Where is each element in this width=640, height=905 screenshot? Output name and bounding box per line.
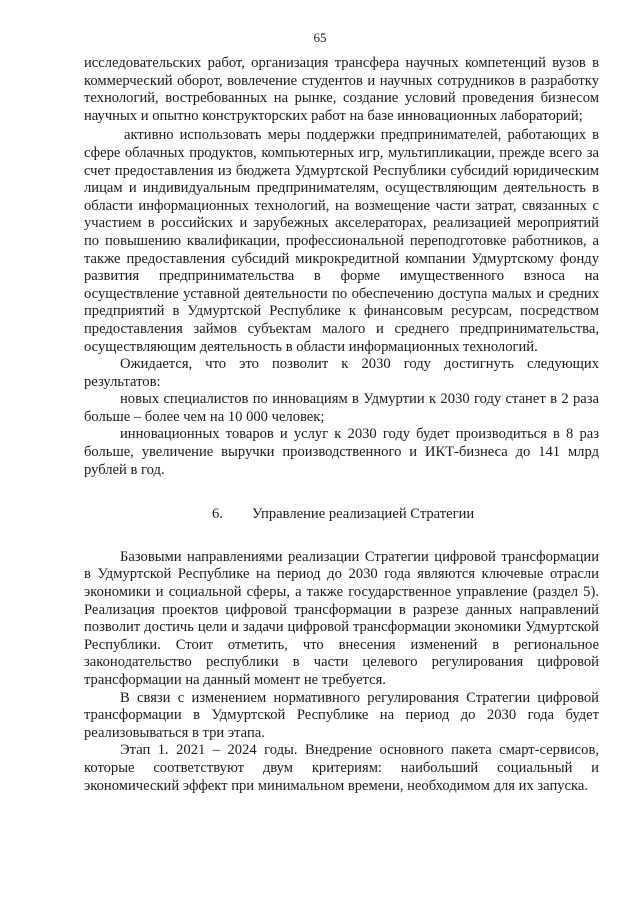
paragraph-stage-one: Этап 1. 2021 – 2024 годы. Внедрение основного пакета смарт-сервисов, которые соответствуют двум критериям: наибольший социальный и экономический эффект при минимальном времени, необходимом для их запуска. — [84, 742, 599, 794]
paragraph-result-specialists: новых специалистов по инновациям в Удмуртии к 2030 году станет в 2 раза больше – более чем на 10 000 человек; — [84, 391, 599, 425]
page-number: 65 — [313, 30, 327, 45]
section-title: Управление реализацией Стратегии — [252, 506, 475, 523]
section-number: 6. — [212, 506, 223, 523]
paragraph-support-measures: активно использовать меры поддержки предпринимателей, работающих в сфере облачных продуктов, компьютерных игр, мультипликации, прежде всего за счет предоставления из бюджета Удмуртской Республики субсидий юридическим лицам и индивидуальным предпринимателям, осуществляющим деятельность в области информационных технологий, на возмещение части затрат, связанных с участием в российских и зарубежных акселераторах, реализацией мероприятий по повышению квалификации, профессиональной переподготовке работников, а также предоставления субсидий микрокредитной компании Удмуртскому фонду развития предпринимательства в форме имущественного взноса на осуществление уставной деятельности по обеспечению доступа малых и средних предприятий в Удмуртской Республике к финансовым ресурсам, посредством предоставления займов субъектам малого и среднего предпринимательства, осуществляющим деятельность в области информационных технологий. — [84, 127, 599, 355]
paragraph-three-stages: В связи с изменением нормативного регулирования Стратегии цифровой трансформации в Удмуртской Республике на период до 2030 года будет реализовываться в три этапа. — [84, 689, 599, 741]
paragraph-expected-results: Ожидается, что это позволит к 2030 году достигнуть следующих результатов: — [84, 356, 599, 390]
paragraph-result-products: инновационных товаров и услуг к 2030 году будет производиться в 8 раз больше, увеличение выручки производственного и ИКТ-бизнеса до 141 млрд рублей в год. — [84, 426, 599, 478]
paragraph-base-directions: Базовыми направлениями реализации Стратегии цифровой трансформации в Удмуртской Республике на период до 2030 года являются ключевые отрасли экономики и социальной сферы, а также государственное управление (раздел 5). Реализация проектов цифровой трансформации в разрезе данных направлений позволит достичь цели и задачи цифровой трансформации экономики Удмуртской Республики. Стоит отметить, что внесения изменений в региональное законодательство республики в части целевого регулирования цифровой трансформации на данный момент не требуется. — [84, 548, 599, 688]
page-content — [84, 55, 599, 795]
section-heading — [84, 506, 599, 524]
paragraph-research-transfer: исследовательских работ, организация трансфера научных компетенций вузов в коммерческий оборот, вовлечение студентов и научных сотрудников в разработку технологий, востребованных на рынке, создание условий проведения бизнесом научных и опытно конструкторских работ на базе инновационных лабораторий; — [84, 55, 599, 124]
